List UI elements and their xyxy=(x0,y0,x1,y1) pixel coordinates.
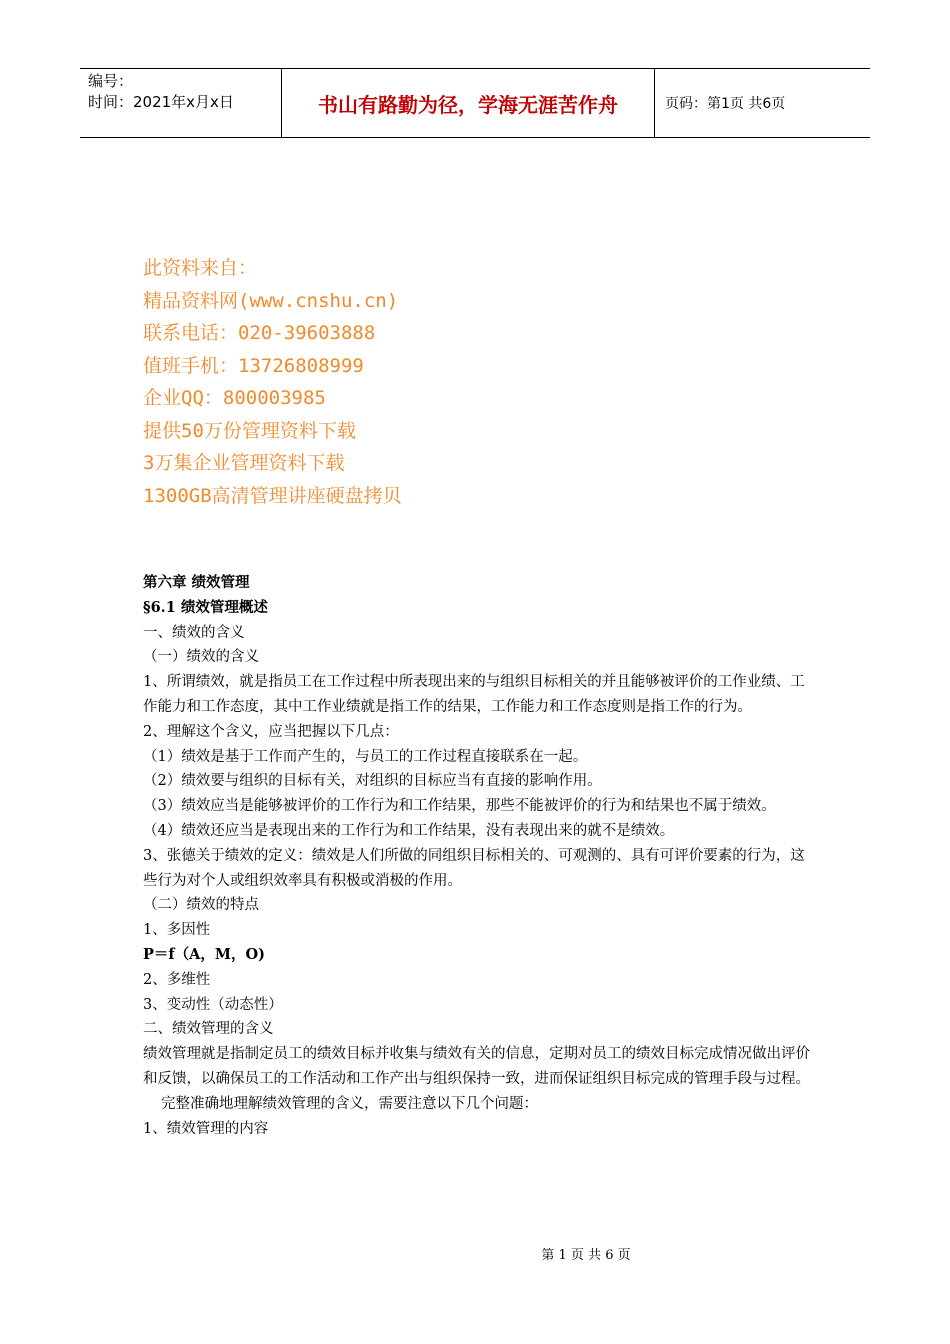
document-body xyxy=(143,571,813,1141)
paragraph: 1、多因性 xyxy=(143,922,211,939)
page-footer xyxy=(0,1244,950,1263)
paragraph: 完整准确地理解绩效管理的含义，需要注意以下几个问题： xyxy=(161,1095,538,1112)
ad-line: 精品资料网(www.cnshu.cn) xyxy=(143,289,399,312)
paragraph: （二）绩效的特点 xyxy=(143,897,259,914)
paragraph: （3）绩效应当是能够被评价的工作行为和工作结果，那些不能被评价的行为和结果也不属于绩效。 xyxy=(143,798,776,815)
ad-line: 3万集企业管理资料下载 xyxy=(143,452,345,474)
paragraph: （2）绩效要与组织的目标有关，对组织的目标应当有直接的影响作用。 xyxy=(143,773,602,790)
paragraph: 二、绩效管理的含义 xyxy=(143,1021,274,1038)
paragraph: 2、理解这个含义，应当把握以下几点： xyxy=(143,723,399,740)
serial-label: 编号： xyxy=(88,72,134,90)
paragraph: 1、绩效管理的内容 xyxy=(143,1120,269,1137)
header-page-info: 页码：第1页 共6页 xyxy=(665,96,786,112)
page-header xyxy=(80,68,870,138)
ad-line: 提供50万份管理资料下载 xyxy=(143,419,356,442)
ad-line: 值班手机：13726808999 xyxy=(143,354,364,377)
advertisement-block xyxy=(143,252,402,512)
paragraph: （1）绩效是基于工作而产生的，与员工的工作过程直接联系在一起。 xyxy=(143,748,588,765)
ad-line: 此资料来自： xyxy=(143,257,258,279)
footer-page-number: 第 1 页 共 6 页 xyxy=(541,1248,631,1263)
paragraph: 1、所谓绩效，就是指员工在工作过程中所表现出来的与组织目标相关的并且能够被评价的工作业绩、工作能力和工作态度，其中工作业绩就是指工作的结果，工作能力和工作态度则是指工作的行为。 xyxy=(143,674,805,715)
paragraph: 3、张德关于绩效的定义：绩效是人们所做的同组织目标相关的、可观测的、具有可评价要素的行为，这些行为对个人或组织效率具有积极或消极的作用。 xyxy=(143,847,805,889)
formula: P＝f（A，M，O) xyxy=(143,945,265,963)
header-meta-cell xyxy=(80,69,282,137)
paragraph: 2、多维性 xyxy=(143,971,211,988)
paragraph: 绩效管理就是指制定员工的绩效目标并收集与绩效有关的信息，定期对员工的绩效目标完成情况做出评价和反馈，以确保员工的工作活动和工作产出与组织保持一致，进而保证组织目标完成的管理手段与过程。 xyxy=(143,1046,810,1087)
ad-line: 联系电话：020-39603888 xyxy=(143,322,376,344)
ad-line: 1300GB高清管理讲座硬盘拷贝 xyxy=(143,484,402,507)
paragraph: （一）绩效的含义 xyxy=(143,649,259,666)
chapter-title: 第六章 绩效管理 xyxy=(143,574,250,591)
ad-line: 企业QQ：800003985 xyxy=(143,387,326,409)
paragraph: （4）绩效还应当是表现出来的工作行为和工作结果，没有表现出来的就不是绩效。 xyxy=(143,822,675,839)
paragraph: 一、绩效的含义 xyxy=(143,624,245,641)
section-title: §6.1 绩效管理概述 xyxy=(143,598,268,616)
time-label: 时间：2021年x月x日 xyxy=(88,93,234,111)
header-motto: 书山有路勤为径，学海无涯苦作舟 xyxy=(282,69,655,137)
paragraph: 3、变动性（动态性） xyxy=(143,996,283,1013)
